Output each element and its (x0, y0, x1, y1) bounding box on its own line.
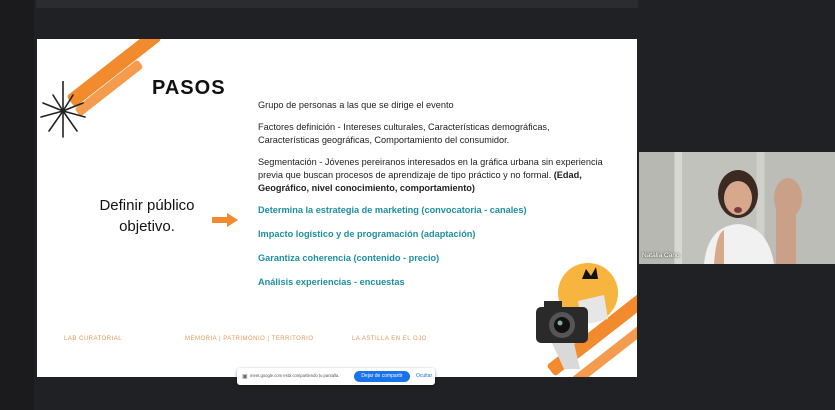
footer-lab-curatorial: LAB CURATORIAL (64, 336, 123, 342)
target-audience-label (77, 195, 217, 237)
presentation-slide (37, 39, 637, 377)
screen-share-icon: ▣ (242, 374, 248, 380)
screen-share-bar (237, 368, 435, 385)
paragraph-factors: Factores definición - Intereses culturales, Características demográficas, Características geográficas, Comportamiento del consumidor. (258, 122, 550, 145)
slide-title: PASOS (152, 77, 226, 99)
highlight-item: Determina la estrategia de marketing (convocatoria - canales) (258, 205, 527, 215)
hide-share-bar-button[interactable]: Ocultar (416, 373, 433, 379)
arrow-right-icon (212, 213, 238, 227)
highlight-item: Análisis experiencias - encuestas (258, 277, 405, 287)
participant-video-tile[interactable] (639, 152, 835, 264)
highlight-item: Garantiza coherencia (contenido - precio) (258, 253, 440, 263)
label-line-1: Definir público (99, 197, 195, 214)
camera-hand-illustration (524, 261, 624, 373)
participant-video-figure (694, 164, 804, 264)
palm-tree-icon (39, 81, 87, 141)
segmentation-text: Segmentación - Jóvenes pereiranos interesados en la gráfica urbana sin experiencia previa que buscan procesos de aprendizaje de tipo práctico y no formal. (258, 157, 603, 180)
participant-name: Natalia Cano (642, 252, 680, 259)
footer-memoria: MEMORIA | PATRIMONIO | TERRITORIO (185, 336, 314, 342)
segmentation-bold: (Edad, Geográfico, nivel conocimiento, comportamiento) (258, 170, 582, 193)
stop-sharing-button[interactable]: Dejar de compartir (354, 371, 410, 382)
share-status-text: meet.google.com está compartiendo tu pantalla. (250, 373, 340, 378)
paragraph-segmentation (258, 156, 603, 195)
paragraph-audience: Grupo de personas a las que se dirige el evento (258, 100, 454, 110)
left-edge (0, 0, 34, 410)
footer-astilla: LA ASTILLA EN EL OJO (352, 336, 427, 342)
highlight-item: Impacto logístico y de programación (adaptación) (258, 229, 476, 239)
label-line-2: objetivo. (119, 218, 175, 235)
top-bar (36, 0, 638, 8)
